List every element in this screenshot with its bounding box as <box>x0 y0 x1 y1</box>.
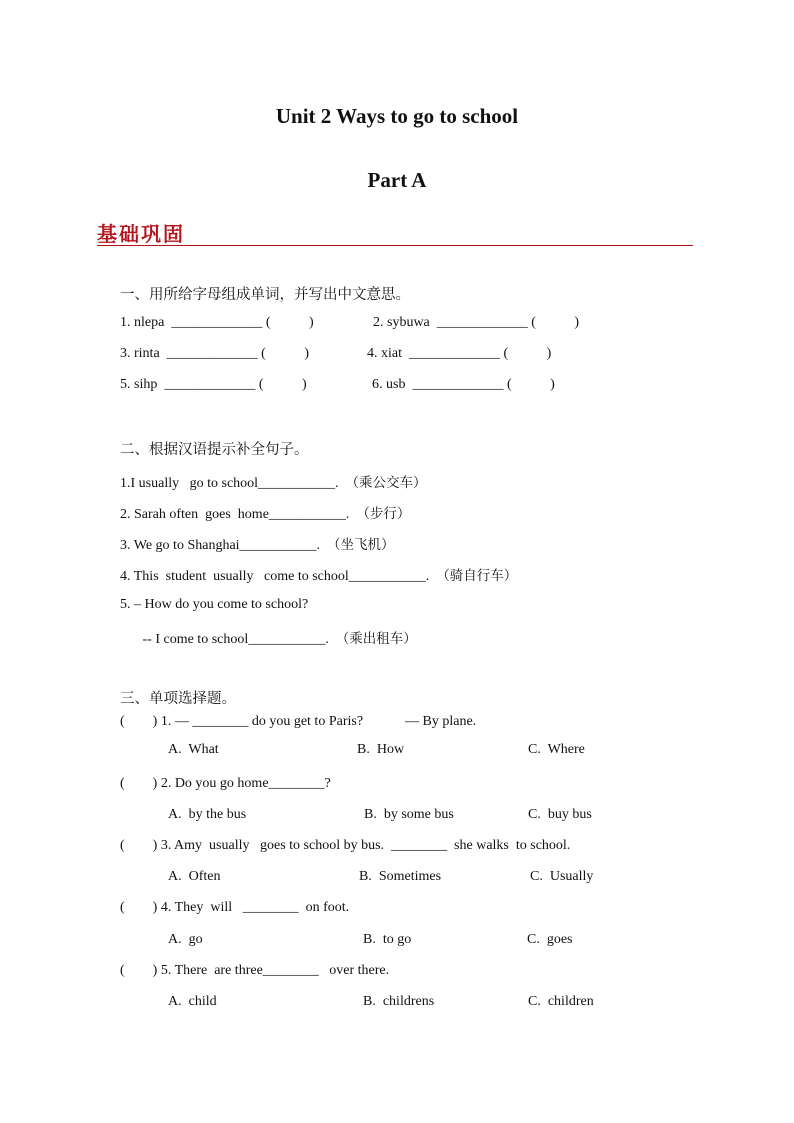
list-item <box>132 627 417 648</box>
sentence-text: 3. We go to Shanghai___________. <box>120 538 328 553</box>
banner-rule <box>97 245 693 246</box>
option-c: C. Where <box>528 742 585 757</box>
question-stem: ( ) 4. They will ________ on foot. <box>120 900 350 915</box>
list-item: 1. nlepa _____________ ( ) <box>120 315 314 330</box>
chinese-hint: （骑自行车） <box>436 568 518 584</box>
sentence-text: 5. – How do you come to school? <box>120 597 309 612</box>
option-b: B. Sometimes <box>359 869 442 884</box>
list-item <box>120 564 517 585</box>
option-a: A. What <box>168 742 219 757</box>
option-b: B. by some bus <box>364 807 454 822</box>
list-item: 4. xiat _____________ ( ) <box>367 346 552 361</box>
sentence-text: -- I come to school___________. <box>132 632 336 647</box>
sentence-text: 2. Sarah often goes home___________. <box>120 507 357 522</box>
option-c: C. buy bus <box>528 807 592 822</box>
option-a: A. Often <box>168 869 221 884</box>
chinese-hint: （坐飞机） <box>327 537 395 553</box>
chinese-hint: （乘公交车） <box>345 475 427 491</box>
option-b: B. childrens <box>363 994 435 1009</box>
list-item <box>120 533 395 554</box>
option-c: C. children <box>528 994 594 1009</box>
section-banner: 基础巩固 <box>97 222 185 246</box>
page-title: Unit 2 Ways to go to school <box>275 104 519 128</box>
chinese-hint: （乘出租车） <box>335 631 417 647</box>
page-subtitle: Part A <box>367 168 427 192</box>
chinese-hint: （步行） <box>356 506 411 522</box>
option-c: C. Usually <box>530 869 594 884</box>
list-item: 6. usb _____________ ( ) <box>372 377 555 392</box>
section3-heading: 三、单项选择题。 <box>120 691 236 707</box>
sentence-text: 1.I usually go to school___________. <box>120 476 346 491</box>
option-a: A. by the bus <box>168 807 247 822</box>
list-item <box>120 471 427 492</box>
sentence-text: 4. This student usually come to school___________. <box>120 569 437 584</box>
list-item: 2. sybuwa _____________ ( ) <box>373 315 580 330</box>
option-a: A. child <box>168 994 217 1009</box>
section2-heading: 二、根据汉语提示补全句子。 <box>120 442 309 458</box>
list-item: 3. rinta _____________ ( ) <box>120 346 309 361</box>
option-a: A. go <box>168 932 203 947</box>
list-item <box>120 596 308 613</box>
question-stem: ( ) 5. There are three________ over there. <box>120 963 390 978</box>
option-c: C. goes <box>527 932 573 947</box>
list-item: 5. sihp _____________ ( ) <box>120 377 307 392</box>
option-b: B. How <box>357 742 405 757</box>
option-b: B. to go <box>363 932 412 947</box>
list-item <box>120 502 410 523</box>
question-stem: ( ) 2. Do you go home________? <box>120 776 331 791</box>
question-stem: ( ) 1. — ________ do you get to Paris? — By plane. <box>120 714 477 729</box>
question-stem: ( ) 3. Amy usually goes to school by bus. ________ she walks to school. <box>120 838 571 853</box>
section1-heading: 一、用所给字母组成单词，并写出中文意思。 <box>120 287 410 303</box>
